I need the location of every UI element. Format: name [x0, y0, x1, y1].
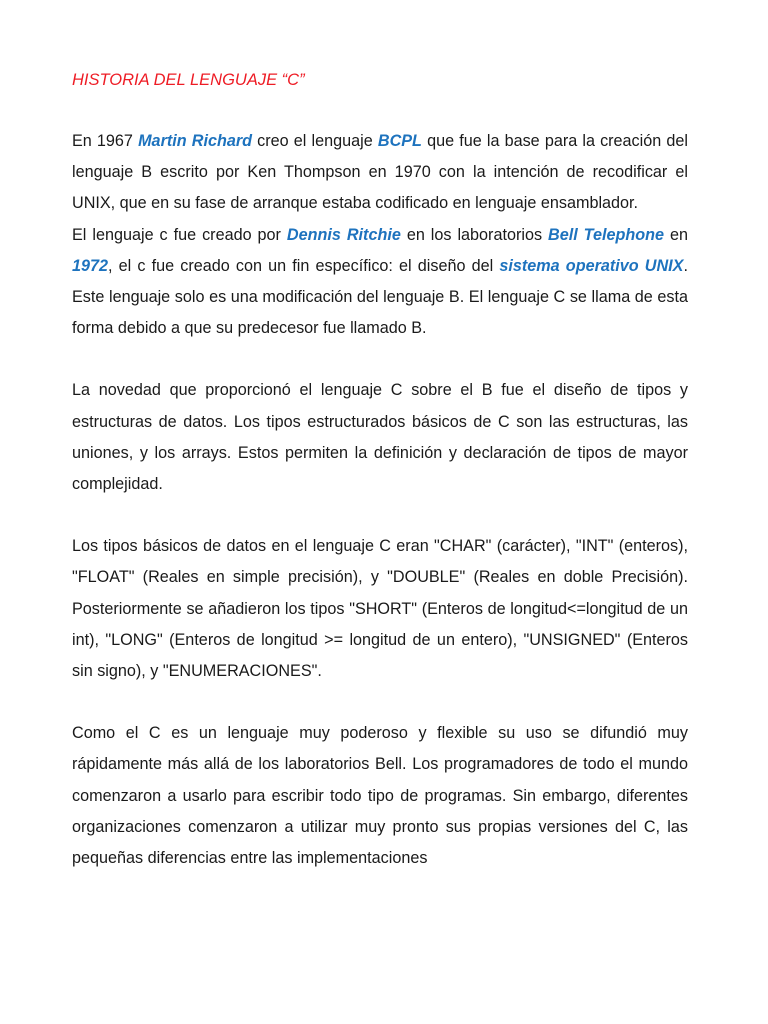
text-run: en los laboratorios [400, 225, 549, 244]
text-run: creo el lenguaje [252, 132, 378, 150]
text-run: , el c fue creado con un fin específico: el diseño del [108, 256, 500, 275]
paragraph-spacer [72, 500, 688, 531]
highlight-unix: sistema operativo UNIX [499, 256, 684, 275]
text-run: en [664, 225, 689, 244]
text-run: . Este lenguaje solo es una modificación del lenguaje B. El lenguaje C se llama de esta forma debido a que su predecesor fue llamado B. [72, 256, 688, 338]
text-run: El lenguaje c fue creado por [72, 225, 287, 244]
highlight-dennis-ritchie: Dennis Ritchie [286, 225, 401, 244]
document-title: HISTORIA DEL LENGUAJE “C” [72, 71, 305, 89]
paragraph-spacer [72, 687, 688, 718]
text-run: En 1967 [72, 132, 139, 150]
highlight-year-1972: 1972 [72, 256, 109, 275]
highlight-bell-telephone: Bell Telephone [548, 225, 665, 244]
paragraph-creation-c [72, 220, 688, 345]
highlight-bcpl: BCPL [377, 132, 422, 150]
paragraph-basic-types: Los tipos básicos de datos en el lenguaje C eran "CHAR" (carácter), "INT" (enteros), "FLOAT" (Reales en simple precisión), y "DOUBLE" (Reales en doble Precisión). Posteriormente se añadieron los tipos "SHORT" (Enteros de longitud<=longitud de un int), "LONG" (Enteros de longitud >= longitud de un entero), "UNSIGNED" (Enteros sin signo), y "ENUMERACIONES". [72, 537, 688, 681]
paragraph-data-structures: La novedad que proporcionó el lenguaje C sobre el B fue el diseño de tipos y estructuras de datos. Los tipos estructurados básicos de C son las estructuras, las uniones, y los arrays. Estos permiten la definición y declaración de tipos de mayor complejidad. [72, 381, 688, 494]
paragraph-spacer [72, 344, 688, 375]
text-run: que fue la base para la creación del lenguaje B escrito por Ken Thompson en 1970 con la intención de recodificar el UNIX, que en su fase de arranque estaba codificado en lenguaje ensamblador. [72, 132, 688, 213]
paragraph-spread-of-c: Como el C es un lenguaje muy poderoso y flexible su uso se difundió muy rápidamente más allá de los laboratorios Bell. Los programadores de todo el mundo comenzaron a usarlo para escribir todo tipo de programas. Sin embargo, diferentes organizaciones comenzaron a utilizar muy pronto sus propias versiones del C, las pequeñas diferencias entre las implementaciones [72, 724, 688, 868]
highlight-martin-richard: Martin Richard [138, 132, 253, 150]
paragraph-origin-bcpl [72, 126, 688, 220]
